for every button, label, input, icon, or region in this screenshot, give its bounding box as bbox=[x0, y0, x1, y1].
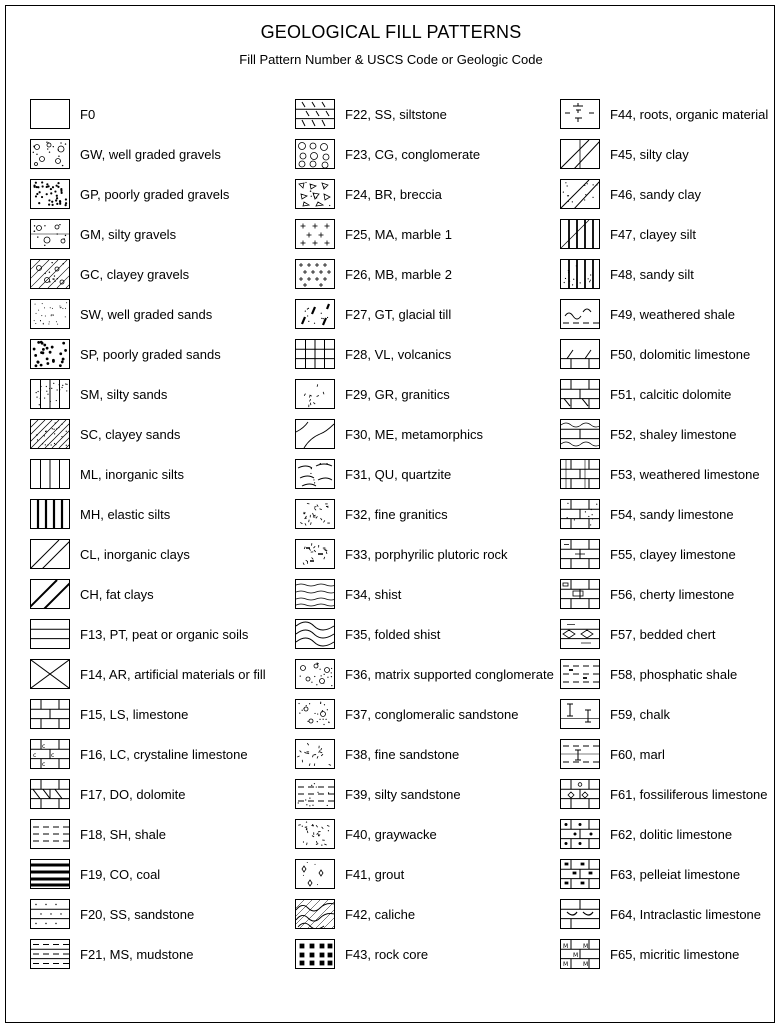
cross-x-icon bbox=[30, 659, 70, 689]
pattern-label: F28, VL, volcanics bbox=[345, 347, 452, 362]
lines-dashes-icon bbox=[30, 939, 70, 969]
pattern-label: F64, Intraclastic limestone bbox=[610, 907, 762, 922]
svg-text:M: M bbox=[583, 943, 589, 950]
pattern-label: F61, fossiliferous limestone bbox=[610, 787, 768, 802]
pattern-label: F14, AR, artificial materials or fill bbox=[80, 667, 266, 682]
pattern-label: F21, MS, mudstone bbox=[80, 947, 194, 962]
glacial-till-icon bbox=[295, 299, 335, 329]
dots-vertical-lines-icon bbox=[30, 379, 70, 409]
pattern-label: F45, silty clay bbox=[610, 147, 689, 162]
pattern-label: F19, CO, coal bbox=[80, 867, 161, 882]
plus-grid-icon bbox=[295, 219, 335, 249]
clayey-limestone-icon bbox=[560, 539, 600, 569]
matrix-conglomerate-icon bbox=[295, 659, 335, 689]
gravel-circles-dots-icon bbox=[30, 139, 70, 169]
shaley-limestone-icon bbox=[560, 419, 600, 449]
weathered-limestone-icon bbox=[560, 459, 600, 489]
pattern-label: F53, weathered limestone bbox=[610, 467, 760, 482]
pattern-label: F33, porphyrilic plutoric rock bbox=[345, 547, 508, 562]
pattern-label: F30, ME, metamorphics bbox=[345, 427, 483, 442]
quartzite-icon bbox=[295, 459, 335, 489]
chalk-icon bbox=[560, 699, 600, 729]
pattern-label: F0 bbox=[80, 107, 96, 122]
pattern-label: F34, shist bbox=[345, 587, 402, 602]
page-subtitle: Fill Pattern Number & USCS Code or Geologic Code bbox=[239, 52, 543, 67]
pattern-label: F55, clayey limestone bbox=[610, 547, 736, 562]
blank-swatch-icon bbox=[30, 99, 70, 129]
fossiliferous-limestone-icon bbox=[560, 779, 600, 809]
horizontal-lines-icon bbox=[30, 619, 70, 649]
svg-text:c: c bbox=[42, 743, 46, 750]
svg-text:c: c bbox=[51, 752, 55, 759]
svg-text:c: c bbox=[42, 761, 46, 768]
pattern-label: F38, fine sandstone bbox=[345, 747, 460, 762]
folded-schist-icon bbox=[295, 619, 335, 649]
breccia-icon bbox=[295, 179, 335, 209]
pattern-label: CH, fat clays bbox=[80, 587, 154, 602]
pattern-label: F32, fine granitics bbox=[345, 507, 448, 522]
micritic-limestone-icon bbox=[560, 939, 600, 969]
dashed-lines-icon bbox=[30, 819, 70, 849]
svg-text:M: M bbox=[583, 961, 589, 968]
pattern-label: F20, SS, sandstone bbox=[80, 907, 195, 922]
pattern-label: F49, weathered shale bbox=[610, 307, 736, 322]
conglomerate-icon bbox=[295, 139, 335, 169]
brick-diagonal-icon bbox=[30, 779, 70, 809]
intraclastic-limestone-icon bbox=[560, 899, 600, 929]
pattern-label: F56, cherty limestone bbox=[610, 587, 735, 602]
granitics-icon bbox=[295, 379, 335, 409]
grid-icon bbox=[295, 339, 335, 369]
pattern-label: F51, calcitic dolomite bbox=[610, 387, 732, 402]
svg-text:M: M bbox=[563, 961, 569, 968]
pattern-label: F65, micritic limestone bbox=[610, 947, 740, 962]
svg-text:c: c bbox=[33, 752, 37, 759]
pattern-label: F36, matrix supported conglomerate bbox=[345, 667, 554, 682]
pattern-label: F16, LC, crystaline limestone bbox=[80, 747, 248, 762]
marl-icon bbox=[560, 739, 600, 769]
gravel-dense-dots-icon bbox=[30, 179, 70, 209]
fine-granitics-icon bbox=[295, 499, 335, 529]
pattern-label: GC, clayey gravels bbox=[80, 267, 190, 282]
pattern-label: SW, well graded sands bbox=[80, 307, 213, 322]
pattern-label: SC, clayey sands bbox=[80, 427, 181, 442]
pattern-label: F50, dolomitic limestone bbox=[610, 347, 751, 362]
caliche-icon bbox=[295, 899, 335, 929]
pattern-label: CL, inorganic clays bbox=[80, 547, 190, 562]
pattern-label: F54, sandy limestone bbox=[610, 507, 734, 522]
pattern-label: F24, BR, breccia bbox=[345, 187, 442, 202]
brick-icon bbox=[30, 699, 70, 729]
pattern-label: F37, conglomeralic sandstone bbox=[345, 707, 519, 722]
pattern-label: F23, CG, conglomerate bbox=[345, 147, 481, 162]
pattern-label: F52, shaley limestone bbox=[610, 427, 737, 442]
sandy-silt-icon bbox=[560, 259, 600, 289]
sandy-limestone-icon bbox=[560, 499, 600, 529]
gravel-silty-icon bbox=[30, 219, 70, 249]
thick-diagonal-lines-icon bbox=[30, 579, 70, 609]
pattern-label: F39, silty sandstone bbox=[345, 787, 461, 802]
pattern-label: GP, poorly graded gravels bbox=[80, 187, 230, 202]
pattern-label: F17, DO, dolomite bbox=[80, 787, 186, 802]
vertical-lines-icon bbox=[30, 459, 70, 489]
pattern-label: F41, grout bbox=[345, 867, 405, 882]
page-title: GEOLOGICAL FILL PATTERNS bbox=[260, 22, 522, 42]
pattern-label: GM, silty gravels bbox=[80, 227, 177, 242]
pattern-label: F42, caliche bbox=[345, 907, 416, 922]
pattern-label: F35, folded shist bbox=[345, 627, 441, 642]
gravel-clayey-icon bbox=[30, 259, 70, 289]
calcitic-dolomite-icon bbox=[560, 379, 600, 409]
pattern-label: F58, phosphatic shale bbox=[610, 667, 738, 682]
pattern-label: SM, silty sands bbox=[80, 387, 168, 402]
grout-icon bbox=[295, 859, 335, 889]
conglomeratic-sandstone-icon bbox=[295, 699, 335, 729]
diagonal-lines-icon bbox=[30, 539, 70, 569]
siltstone-icon bbox=[295, 99, 335, 129]
brick-c-icon bbox=[30, 739, 70, 769]
metamorphics-icon bbox=[295, 419, 335, 449]
pattern-label: MH, elastic silts bbox=[80, 507, 171, 522]
coarse-dots-icon bbox=[30, 339, 70, 369]
pattern-label: ML, inorganic silts bbox=[80, 467, 185, 482]
pattern-label: F13, PT, peat or organic soils bbox=[80, 627, 249, 642]
dots-diagonal-lines-icon bbox=[30, 419, 70, 449]
cherty-limestone-icon bbox=[560, 579, 600, 609]
svg-text:M: M bbox=[573, 952, 579, 959]
silty-clay-icon bbox=[560, 139, 600, 169]
phosphatic-shale-icon bbox=[560, 659, 600, 689]
rock-core-icon bbox=[295, 939, 335, 969]
pattern-label: F47, clayey silt bbox=[610, 227, 696, 242]
fine-sandstone-icon bbox=[295, 739, 335, 769]
pattern-label: F57, bedded chert bbox=[610, 627, 716, 642]
sandy-clay-icon bbox=[560, 179, 600, 209]
dolomitic-limestone-icon bbox=[560, 339, 600, 369]
clayey-silt-icon bbox=[560, 219, 600, 249]
pattern-label: F46, sandy clay bbox=[610, 187, 702, 202]
pattern-label: F63, pelleiat limestone bbox=[610, 867, 741, 882]
svg-text:M: M bbox=[563, 943, 569, 950]
pattern-label: F59, chalk bbox=[610, 707, 670, 722]
schist-icon bbox=[295, 579, 335, 609]
pattern-label: F27, GT, glacial till bbox=[345, 307, 452, 322]
pattern-label: F62, dolitic limestone bbox=[610, 827, 733, 842]
pattern-label: F60, marl bbox=[610, 747, 665, 762]
oolitic-limestone-icon bbox=[560, 819, 600, 849]
porphyritic-icon bbox=[295, 539, 335, 569]
fine-dots-icon bbox=[30, 299, 70, 329]
weathered-shale-icon bbox=[560, 299, 600, 329]
pattern-label: F44, roots, organic material bbox=[610, 107, 769, 122]
thick-horizontal-lines-icon bbox=[30, 859, 70, 889]
graywacke-icon bbox=[295, 819, 335, 849]
thick-vertical-lines-icon bbox=[30, 499, 70, 529]
plus-dense-icon bbox=[295, 259, 335, 289]
pelletal-limestone-icon bbox=[560, 859, 600, 889]
pattern-label: F40, graywacke bbox=[345, 827, 437, 842]
silty-sandstone-icon bbox=[295, 779, 335, 809]
pattern-label: F25, MA, marble 1 bbox=[345, 227, 452, 242]
pattern-label: GW, well graded gravels bbox=[80, 147, 221, 162]
pattern-label: F29, GR, granitics bbox=[345, 387, 450, 402]
pattern-label: F15, LS, limestone bbox=[80, 707, 189, 722]
pattern-label: F22, SS, siltstone bbox=[345, 107, 447, 122]
bedded-chert-icon bbox=[560, 619, 600, 649]
pattern-label: F31, QU, quartzite bbox=[345, 467, 452, 482]
lines-dots-icon bbox=[30, 899, 70, 929]
pattern-label: F18, SH, shale bbox=[80, 827, 166, 842]
pattern-label: F26, MB, marble 2 bbox=[345, 267, 452, 282]
roots-icon bbox=[560, 99, 600, 129]
pattern-label: F43, rock core bbox=[345, 947, 429, 962]
pattern-label: SP, poorly graded sands bbox=[80, 347, 221, 362]
pattern-label: F48, sandy silt bbox=[610, 267, 694, 282]
